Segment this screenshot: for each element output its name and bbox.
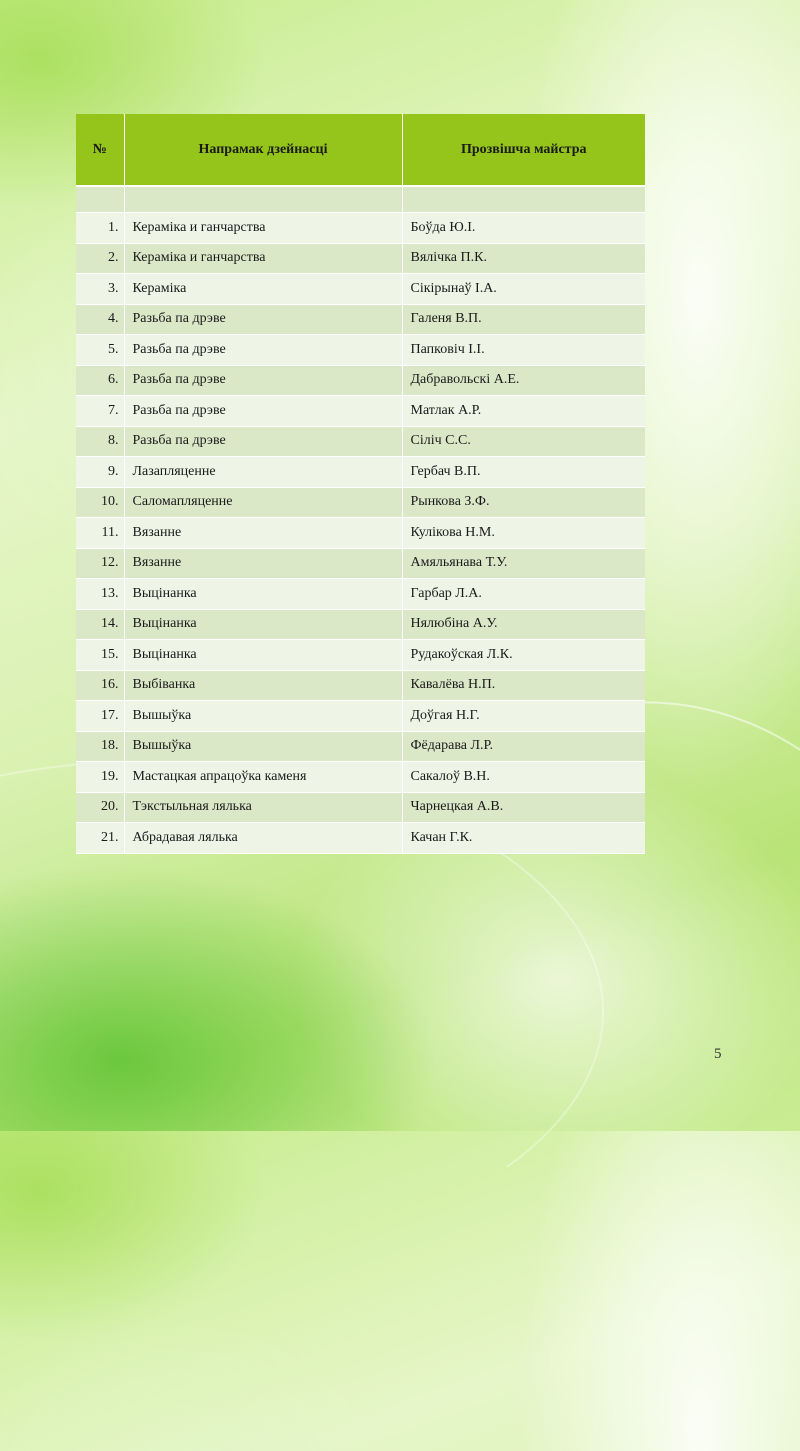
direction-cell: Выбіванка (124, 670, 402, 701)
page-number: 5 (714, 1046, 722, 1062)
row-number-cell: 2. (76, 243, 124, 274)
table-row (76, 548, 645, 579)
master-name-cell: Нялюбіна А.У. (402, 609, 645, 640)
row-number-cell: 21. (76, 823, 124, 854)
direction-cell: Кераміка (124, 274, 402, 305)
master-name-cell: Боўда Ю.І. (402, 213, 645, 244)
row-number-cell: 5. (76, 335, 124, 366)
direction-cell: Вышыўка (124, 731, 402, 762)
master-name-cell: Кулікова Н.М. (402, 518, 645, 549)
master-name-cell: Рудакоўская Л.К. (402, 640, 645, 671)
direction-cell: Вышыўка (124, 701, 402, 732)
master-name-cell: Амяльянава Т.У. (402, 548, 645, 579)
table-row (76, 426, 645, 457)
row-number-cell: 11. (76, 518, 124, 549)
table-row (76, 213, 645, 244)
table-row (76, 701, 645, 732)
table-row (76, 823, 645, 854)
master-name-cell: Фёдарава Л.Р. (402, 731, 645, 762)
row-number-cell: 8. (76, 426, 124, 457)
table-row (76, 792, 645, 823)
table-row (76, 518, 645, 549)
direction-cell: Вязанне (124, 518, 402, 549)
master-name-cell: Доўгая Н.Г. (402, 701, 645, 732)
table-row (76, 731, 645, 762)
master-name-cell: Дабравольскі А.Е. (402, 365, 645, 396)
header-master: Прозвішча майстра (402, 114, 645, 186)
master-name-cell: Качан Г.К. (402, 823, 645, 854)
direction-cell: Мастацкая апрацоўка каменя (124, 762, 402, 793)
table-row (76, 487, 645, 518)
table-row (76, 274, 645, 305)
direction-cell: Выцінанка (124, 640, 402, 671)
direction-cell: Разьба па дрэве (124, 335, 402, 366)
direction-cell: Выцінанка (124, 609, 402, 640)
master-name-cell: Гербач В.П. (402, 457, 645, 488)
empty-cell (402, 186, 645, 213)
empty-row (76, 186, 645, 213)
direction-cell: Вязанне (124, 548, 402, 579)
direction-cell: Кераміка и ганчарства (124, 213, 402, 244)
row-number-cell: 12. (76, 548, 124, 579)
master-name-cell: Вялічка П.К. (402, 243, 645, 274)
table-row (76, 457, 645, 488)
row-number-cell: 16. (76, 670, 124, 701)
row-number-cell: 17. (76, 701, 124, 732)
master-name-cell: Папковіч І.І. (402, 335, 645, 366)
row-number-cell: 15. (76, 640, 124, 671)
table-row (76, 609, 645, 640)
row-number-cell: 10. (76, 487, 124, 518)
direction-cell: Абрадавая лялька (124, 823, 402, 854)
master-name-cell: Сакалоў В.Н. (402, 762, 645, 793)
table-row (76, 335, 645, 366)
header-number: № (76, 114, 124, 186)
table-row (76, 243, 645, 274)
table-body (76, 186, 645, 853)
direction-cell: Разьба па дрэве (124, 426, 402, 457)
master-name-cell: Гарбар Л.А. (402, 579, 645, 610)
master-name-cell: Кавалёва Н.П. (402, 670, 645, 701)
row-number-cell: 13. (76, 579, 124, 610)
row-number-cell: 19. (76, 762, 124, 793)
table-row (76, 640, 645, 671)
row-number-cell: 7. (76, 396, 124, 427)
header-direction: Напрамак дзейнасці (124, 114, 402, 186)
row-number-cell: 3. (76, 274, 124, 305)
master-name-cell: Чарнецкая А.В. (402, 792, 645, 823)
master-name-cell: Галеня В.П. (402, 304, 645, 335)
table-row (76, 396, 645, 427)
direction-cell: Разьба па дрэве (124, 304, 402, 335)
row-number-cell: 9. (76, 457, 124, 488)
row-number-cell: 14. (76, 609, 124, 640)
table-row (76, 579, 645, 610)
direction-cell: Выцінанка (124, 579, 402, 610)
direction-cell: Саломапляценне (124, 487, 402, 518)
empty-cell (76, 186, 124, 213)
direction-cell: Лазапляценне (124, 457, 402, 488)
row-number-cell: 18. (76, 731, 124, 762)
table-row (76, 365, 645, 396)
master-name-cell: Рынкова З.Ф. (402, 487, 645, 518)
table-row (76, 762, 645, 793)
table-row (76, 670, 645, 701)
row-number-cell: 6. (76, 365, 124, 396)
direction-cell: Тэкстыльная лялька (124, 792, 402, 823)
row-number-cell: 20. (76, 792, 124, 823)
master-name-cell: Сіліч С.С. (402, 426, 645, 457)
direction-cell: Разьба па дрэве (124, 396, 402, 427)
table-row (76, 304, 645, 335)
masters-table (76, 114, 645, 854)
row-number-cell: 1. (76, 213, 124, 244)
direction-cell: Разьба па дрэве (124, 365, 402, 396)
direction-cell: Кераміка и ганчарства (124, 243, 402, 274)
master-name-cell: Сікірынаў І.А. (402, 274, 645, 305)
row-number-cell: 4. (76, 304, 124, 335)
table-header-row (76, 114, 645, 186)
master-name-cell: Матлак А.Р. (402, 396, 645, 427)
empty-cell (124, 186, 402, 213)
